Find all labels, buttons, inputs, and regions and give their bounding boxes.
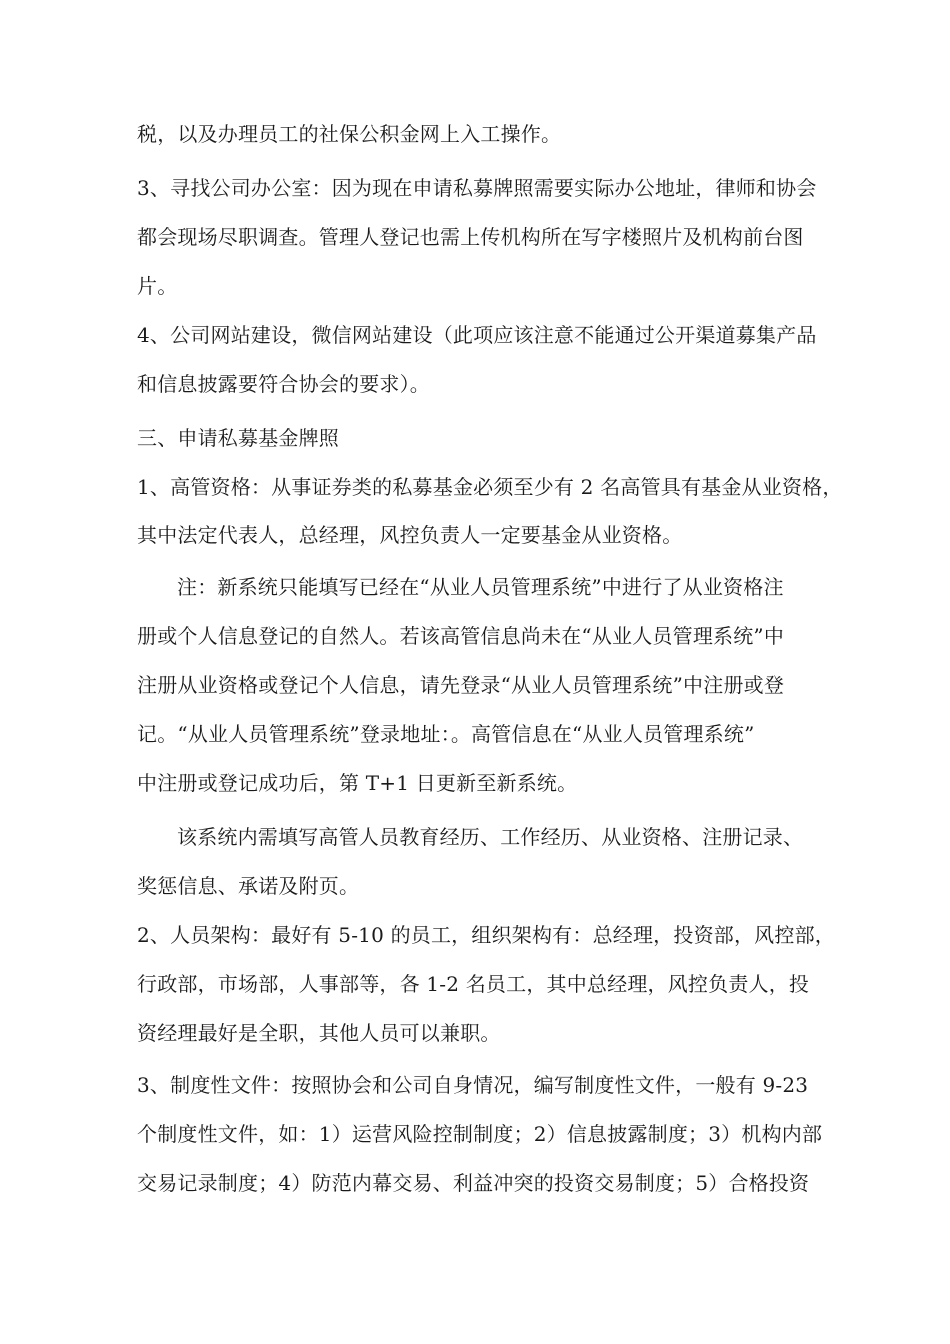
text-line-1: 税，以及办理员工的社保公积金网上入工操作。 bbox=[137, 122, 562, 146]
text-line-12: 注册从业资格或登记个人信息，请先登录“从业人员管理系统”中注册或登 bbox=[137, 673, 785, 697]
text-line-3: 都会现场尽职调查。管理人登记也需上传机构所在写字楼照片及机构前台图 bbox=[137, 225, 804, 249]
text-line-22: 交易记录制度；4）防范内幕交易、利益冲突的投资交易制度；5）合格投资 bbox=[137, 1171, 810, 1195]
section-heading: 三、申请私募基金牌照 bbox=[137, 426, 339, 450]
text-line-8: 1、高管资格：从事证券类的私募基金必须至少有 2 名高管具有基金从业资格， bbox=[137, 475, 843, 499]
text-line-9: 其中法定代表人，总经理，风控负责人一定要基金从业资格。 bbox=[137, 523, 683, 547]
text-line-20: 3、制度性文件：按照协会和公司自身情况，编写制度性文件，一般有 9-23 bbox=[137, 1073, 809, 1097]
text-line-5: 4、公司网站建设，微信网站建设（此项应该注意不能通过公开渠道募集产品 bbox=[137, 323, 817, 347]
text-line-14: 中注册或登记成功后，第 T+1 日更新至新系统。 bbox=[137, 771, 578, 795]
text-line-17: 2、人员架构：最好有 5-10 的员工，组织架构有：总经理，投资部，风控部， bbox=[137, 923, 835, 947]
text-line-11: 册或个人信息登记的自然人。若该高管信息尚未在“从业人员管理系统”中 bbox=[137, 624, 785, 648]
text-line-18: 行政部，市场部，人事部等，各 1-2 名员工，其中总经理，风控负责人，投 bbox=[137, 972, 810, 996]
text-line-6: 和信息披露要符合协会的要求）。 bbox=[137, 372, 430, 396]
text-line-19: 资经理最好是全职，其他人员可以兼职。 bbox=[137, 1021, 501, 1045]
text-line-13: 记。“从业人员管理系统”登录地址：。高管信息在“从业人员管理系统” bbox=[137, 722, 755, 746]
text-line-15: 该系统内需填写高管人员教育经历、工作经历、从业资格、注册记录、 bbox=[177, 825, 804, 849]
text-line-10: 注：新系统只能填写已经在“从业人员管理系统”中进行了从业资格注 bbox=[177, 575, 784, 599]
text-line-21: 个制度性文件，如：1）运营风险控制制度；2）信息披露制度；3）机构内部 bbox=[137, 1122, 823, 1146]
text-line-16: 奖惩信息、承诺及附页。 bbox=[137, 874, 360, 898]
text-line-2: 3、寻找公司办公室：因为现在申请私募牌照需要实际办公地址，律师和协会 bbox=[137, 176, 817, 200]
text-line-4: 片。 bbox=[137, 274, 178, 298]
